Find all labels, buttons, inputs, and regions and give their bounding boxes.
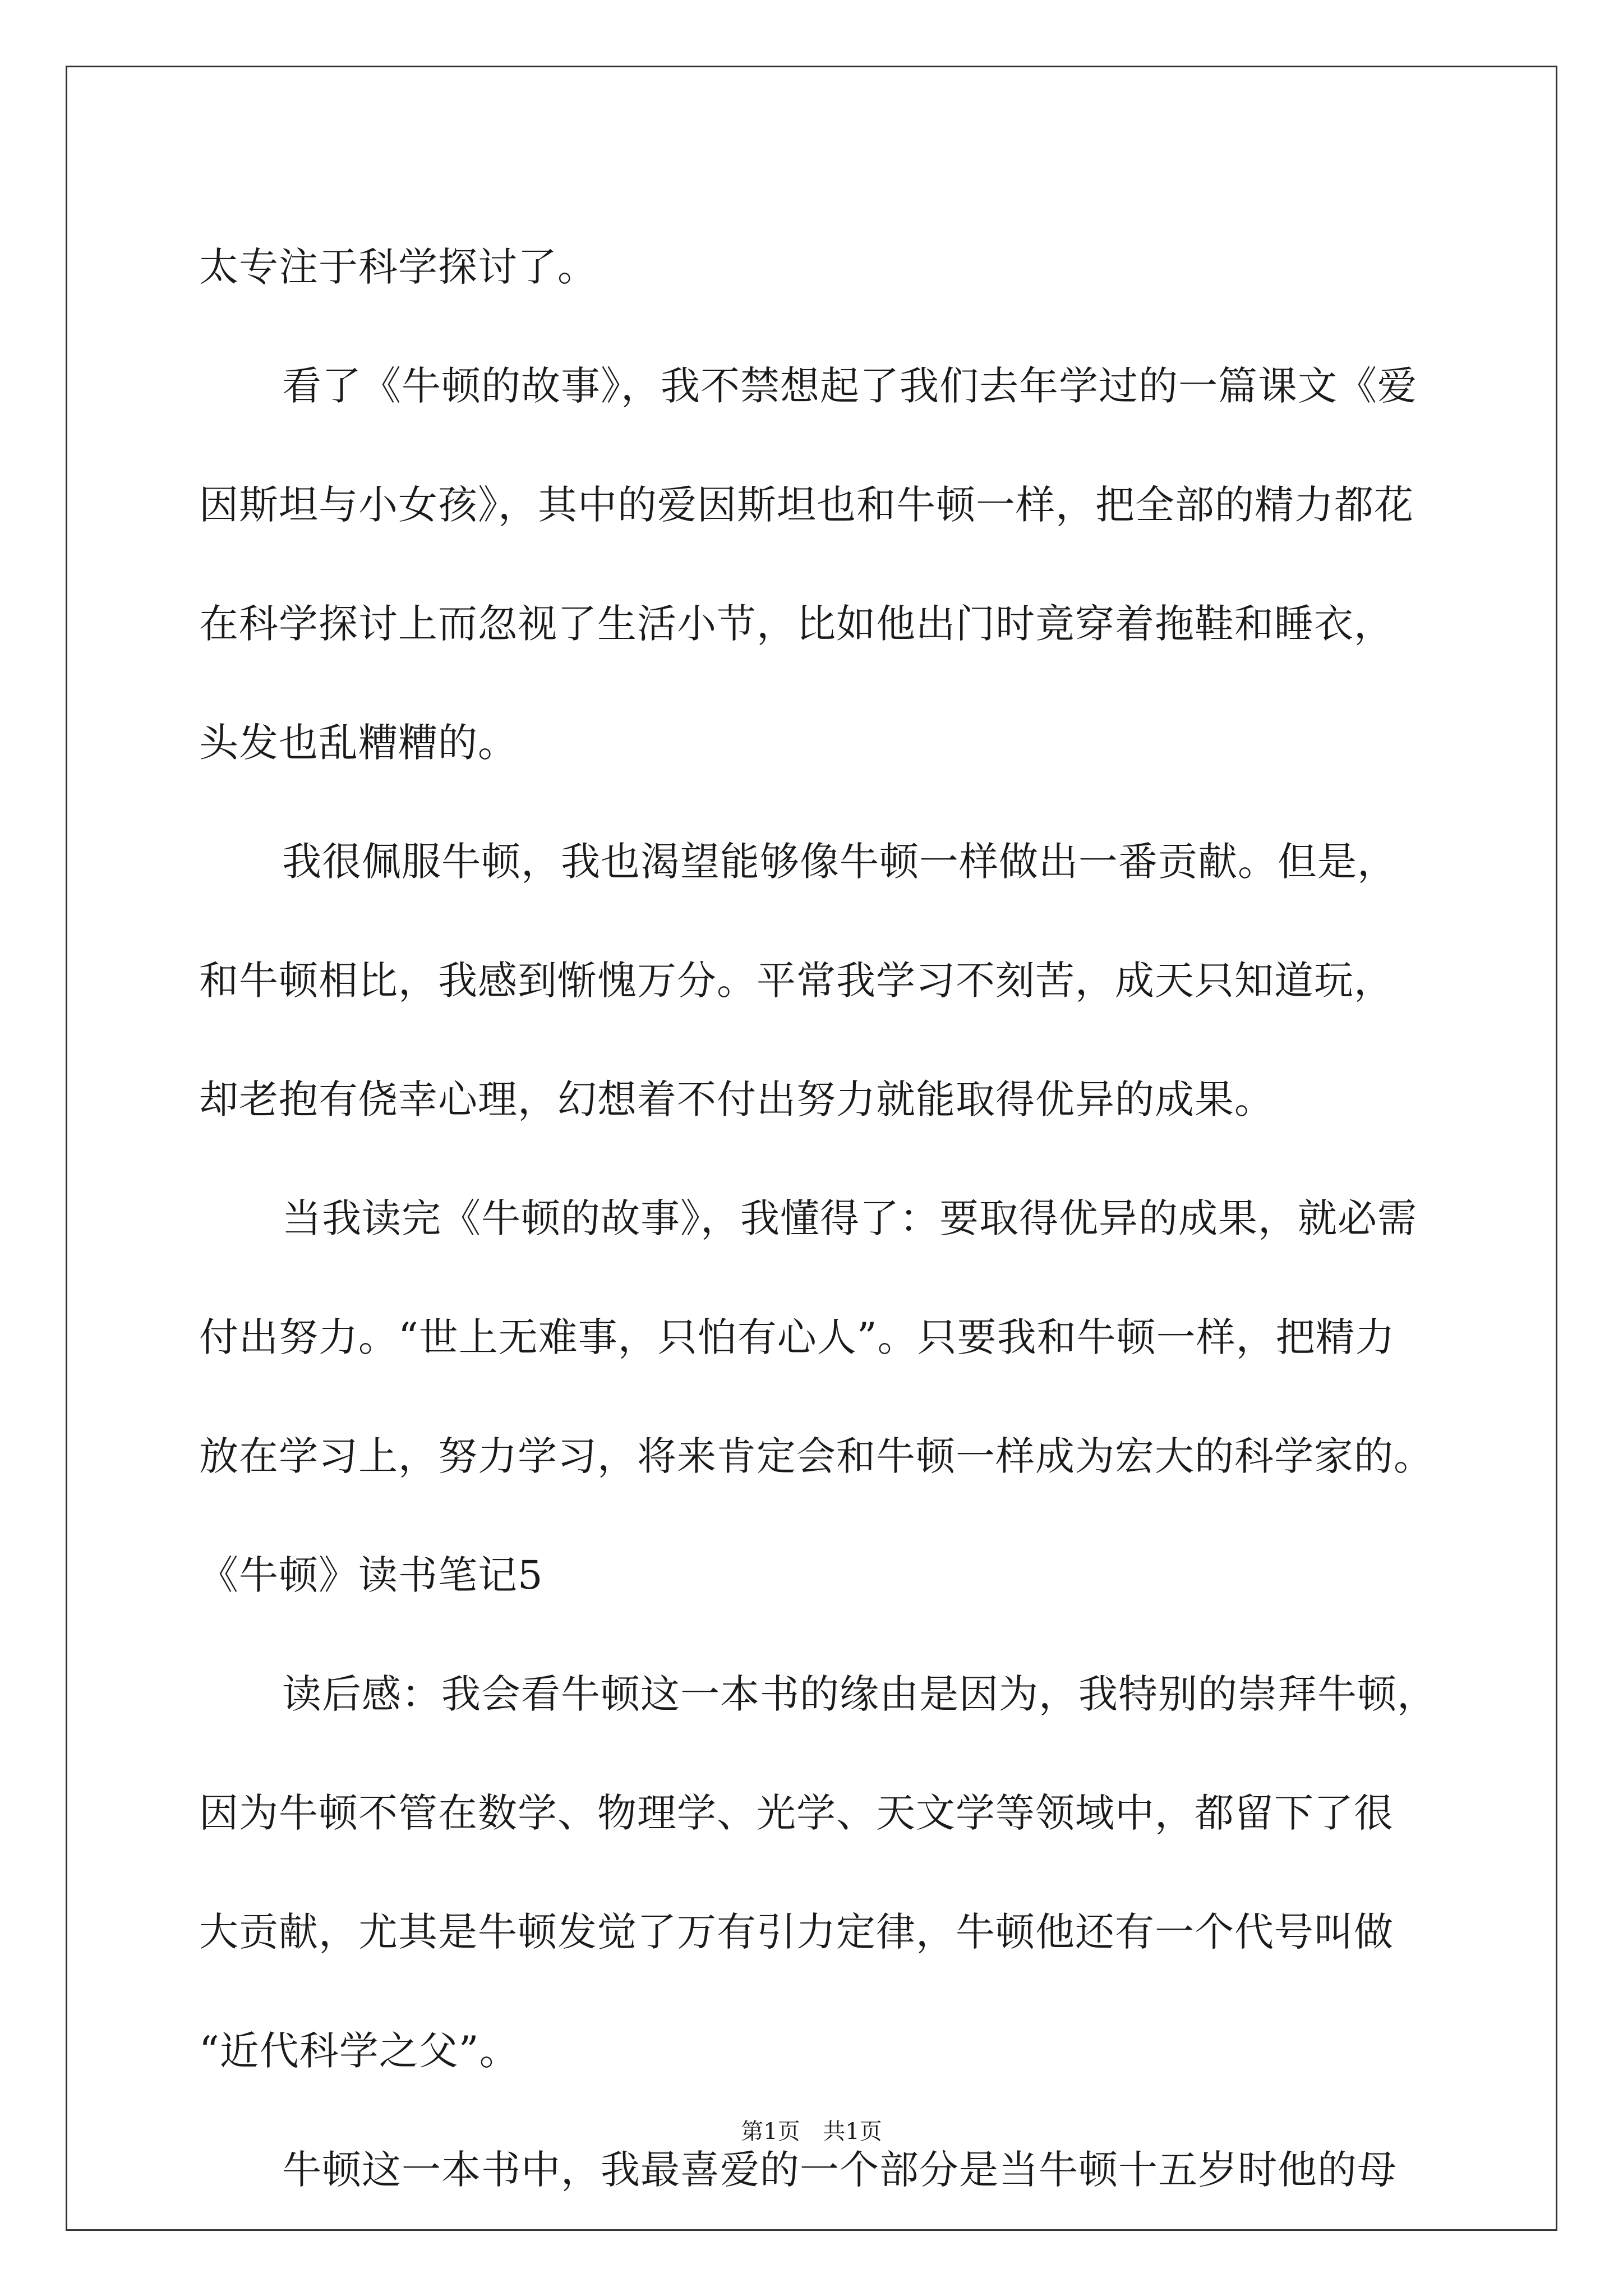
text-line: 牛顿这一本书中，我最喜爱的一个部分是当牛顿十五岁时他的母 <box>282 2147 1397 2193</box>
text-line: 在科学探讨上而忽视了生活小节，比如他出门时竟穿着拖鞋和睡衣， <box>199 601 1394 647</box>
text-line: 因为牛顿不管在数学、物理学、光学、天文学等领域中，都留下了很 <box>199 1790 1394 1836</box>
text-line: 付出努力。“世上无难事，只怕有心人”。只要我和牛顿一样，把精力 <box>199 1314 1395 1360</box>
page-footer <box>0 2115 1623 2148</box>
text-line: “近代科学之父”。 <box>199 2028 519 2074</box>
text-line: 头发也乱糟糟的。 <box>199 720 518 766</box>
page-total: 共1页 <box>823 2119 882 2145</box>
text-line: 当我读完《牛顿的故事》，我懂得了：要取得优异的成果，就必需 <box>282 1195 1417 1241</box>
text-line: 放在学习上，努力学习，将来肯定会和牛顿一样成为宏大的科学家的。 <box>199 1433 1433 1479</box>
page-number: 第1页 <box>741 2119 800 2145</box>
text-line: 却老抱有侥幸心理，幻想着不付出努力就能取得优异的成果。 <box>199 1076 1274 1122</box>
text-line: 因斯坦与小女孩》，其中的爱因斯坦也和牛顿一样，把全部的精力都花 <box>199 482 1414 528</box>
section-heading: 《牛顿》读书笔记5 <box>199 1552 543 1598</box>
text-line: 和牛顿相比，我感到惭愧万分。平常我学习不刻苦，成天只知道玩， <box>199 958 1394 1004</box>
text-line: 我很佩服牛顿，我也渴望能够像牛顿一样做出一番贡献。但是， <box>282 839 1397 885</box>
text-line: 看了《牛顿的故事》，我不禁想起了我们去年学过的一篇课文《爱 <box>282 363 1417 409</box>
text-line: 读后感：我会看牛顿这一本书的缘由是因为，我特别的崇拜牛顿， <box>282 1671 1437 1717</box>
text-line: 大贡献，尤其是牛顿发觉了万有引力定律，牛顿他还有一个代号叫做 <box>199 1909 1394 1955</box>
text-line: 太专注于科学探讨了。 <box>199 244 597 290</box>
document-body <box>199 208 1437 2229</box>
